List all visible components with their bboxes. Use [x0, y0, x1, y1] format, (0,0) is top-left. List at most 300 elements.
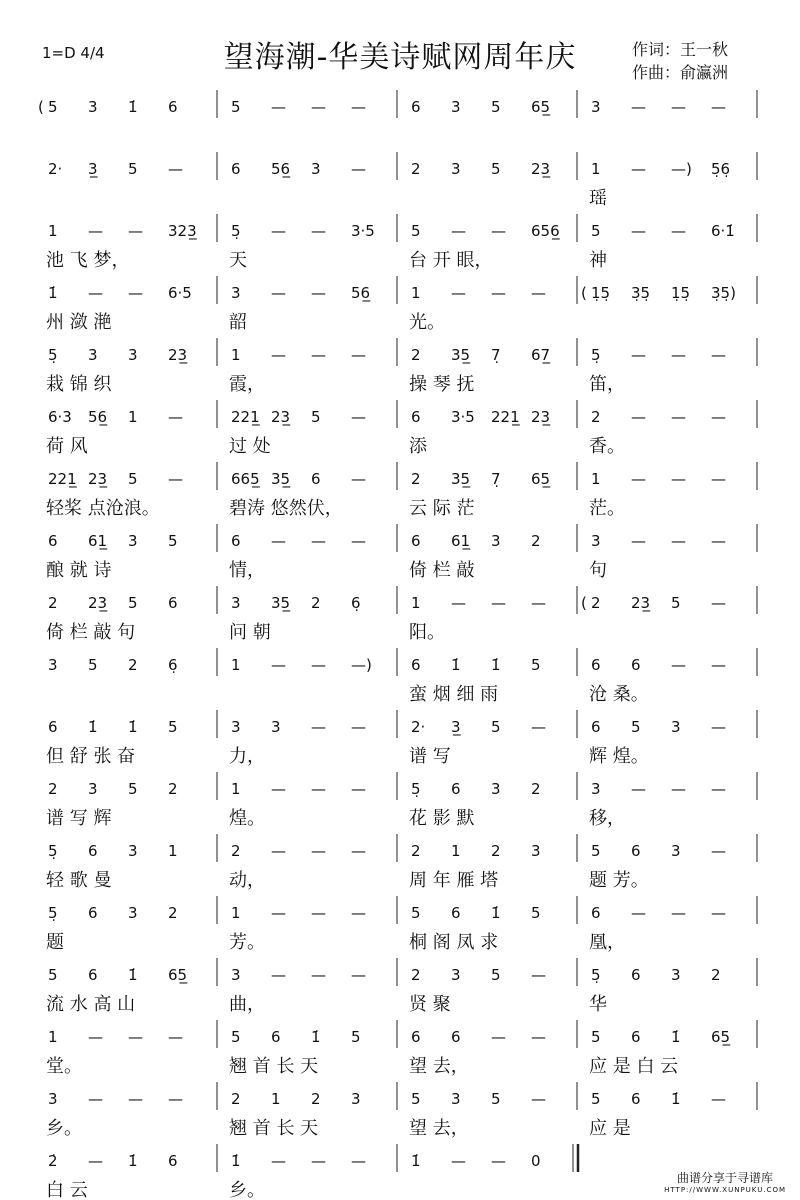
note: 1̇	[128, 966, 138, 984]
note: —	[531, 1028, 546, 1046]
note: 5	[128, 470, 138, 488]
lyric-text: 霞，	[229, 374, 265, 395]
note: 3	[591, 780, 601, 798]
note: 5	[48, 98, 58, 116]
note: 6	[451, 904, 461, 922]
note: 35̲	[271, 594, 291, 612]
note: —	[168, 1028, 183, 1046]
note: —	[491, 1152, 506, 1170]
note: 1̣5̣	[671, 284, 691, 302]
note: 3	[231, 594, 241, 612]
lyric-text: 望 去，	[409, 1056, 469, 1077]
note: 3	[451, 160, 461, 178]
lyric-text: 轻桨 点沧浪。	[46, 498, 160, 519]
note: —	[88, 1090, 103, 1108]
note: —	[491, 284, 506, 302]
note: 61̲	[88, 532, 108, 550]
note: 1̇	[128, 1152, 138, 1170]
note: 5	[48, 966, 58, 984]
song-title: 望海潮-华美诗赋网周年庆	[223, 40, 577, 75]
note: 5	[168, 718, 178, 736]
note: —	[671, 222, 686, 240]
lyric-text: 移，	[589, 808, 625, 829]
watermark-url: HTTP://WWW.XUNPUKU.COM	[664, 1186, 786, 1194]
note: 6	[631, 656, 641, 674]
note: 1	[168, 842, 178, 860]
note: —	[271, 656, 286, 674]
note: 3̣5̣	[631, 284, 651, 302]
lyric-text: 句	[589, 560, 607, 581]
lyric-text: 酿 就 诗	[46, 560, 112, 581]
note: —	[711, 98, 726, 116]
note: 1̇	[411, 1152, 421, 1170]
note: 3	[88, 346, 98, 364]
note: 5	[491, 966, 501, 984]
note: 6	[311, 470, 321, 488]
note: 23̲	[531, 408, 551, 426]
note: 23̲	[88, 470, 108, 488]
note: 3	[451, 1090, 461, 1108]
note: 3	[231, 966, 241, 984]
note: 2	[231, 842, 241, 860]
note: 65̲	[711, 1028, 731, 1046]
note: 7̣	[491, 470, 501, 488]
lyric-text: 阳。	[409, 622, 445, 643]
note: —	[711, 1090, 726, 1108]
note: —	[671, 904, 686, 922]
lyric-text: 光。	[409, 312, 445, 333]
note: —	[631, 222, 646, 240]
note: 6	[631, 966, 641, 984]
note: 5	[631, 718, 641, 736]
note: 3·5	[451, 408, 475, 426]
lyric-text: 韶	[229, 312, 247, 333]
note: 5	[351, 1028, 361, 1046]
lyric-text: 蛮 烟 细 雨	[409, 684, 499, 705]
note: —	[128, 284, 143, 302]
note: —	[128, 1090, 143, 1108]
lyric-text: 操 琴 抚	[409, 374, 475, 395]
note: 2	[411, 966, 421, 984]
note: 61̲	[451, 532, 471, 550]
note: —	[671, 470, 686, 488]
note: 3	[591, 532, 601, 550]
note: 5̣	[48, 346, 58, 364]
note: —	[711, 656, 726, 674]
note: 323̲	[168, 222, 197, 240]
note: —	[631, 408, 646, 426]
composer-credit: 作曲：俞瀛洲	[632, 63, 729, 82]
note: —	[168, 470, 183, 488]
note: 35̲	[451, 470, 471, 488]
lyric-text: 栽 锦 织	[46, 374, 112, 395]
note: 5	[591, 1090, 601, 1108]
note: 6	[88, 966, 98, 984]
note: 1̇	[671, 1028, 681, 1046]
lyric-text: 但 舒 张 奋	[46, 746, 136, 767]
note: 65̲	[531, 98, 551, 116]
note: 5	[128, 780, 138, 798]
note: 3	[231, 718, 241, 736]
lyric-text: 香。	[589, 436, 625, 457]
note: 6	[231, 532, 241, 550]
note: —	[711, 532, 726, 550]
note: 3	[128, 346, 138, 364]
note: —	[271, 780, 286, 798]
note: —	[168, 1090, 183, 1108]
note: —	[631, 532, 646, 550]
note: 6	[48, 532, 58, 550]
note: 3	[88, 98, 98, 116]
note: —	[491, 594, 506, 612]
note: 5	[531, 656, 541, 674]
note: 6	[631, 1028, 641, 1046]
note: 5	[411, 1090, 421, 1108]
note: —	[351, 1152, 366, 1170]
note: —	[168, 160, 183, 178]
note: 1̇	[128, 718, 138, 736]
note: 5	[591, 1028, 601, 1046]
note: 3	[128, 842, 138, 860]
note: —	[711, 408, 726, 426]
watermark	[664, 1169, 786, 1194]
note: 3	[128, 532, 138, 550]
note: 5	[491, 1090, 501, 1108]
note: —	[351, 408, 366, 426]
note: 67̲	[531, 346, 551, 364]
note: 2	[311, 594, 321, 612]
note: 1	[231, 780, 241, 798]
note: 221̲	[491, 408, 520, 426]
lyric-text: 谱 写 辉	[46, 808, 112, 829]
note: —	[128, 1028, 143, 1046]
note: 65̲	[168, 966, 188, 984]
lyric-text: 花 影 默	[409, 808, 475, 829]
lyric-text: 神	[589, 250, 607, 271]
note: —	[311, 904, 326, 922]
note: 656̲	[531, 222, 560, 240]
note: 6	[451, 780, 461, 798]
note: —	[711, 904, 726, 922]
note: —)	[671, 160, 692, 178]
note: —	[711, 470, 726, 488]
note: —	[311, 718, 326, 736]
note: —	[631, 470, 646, 488]
note: 3	[128, 904, 138, 922]
note: —	[351, 718, 366, 736]
note: 2	[491, 842, 501, 860]
note: 5	[491, 718, 501, 736]
note: 5	[591, 842, 601, 860]
note: —	[271, 966, 286, 984]
lyric-text: 瑶	[589, 188, 607, 209]
lyric-text: 乡。	[46, 1118, 82, 1139]
note: 3	[48, 1090, 58, 1108]
note: —	[631, 160, 646, 178]
lyric-text: 堂。	[46, 1056, 82, 1077]
note: 1	[48, 1028, 58, 1046]
note: 5	[231, 1028, 241, 1046]
note: 3	[671, 842, 681, 860]
note: 6	[168, 98, 178, 116]
note: 35̲	[451, 346, 471, 364]
lyric-text: 云 际 茫	[409, 498, 475, 519]
lyric-text: 倚 栏 敲 句	[46, 622, 136, 643]
lyric-text: 茫。	[589, 498, 625, 519]
note: 2	[531, 780, 541, 798]
note: 6	[231, 160, 241, 178]
note: 6	[411, 1028, 421, 1046]
note: —	[531, 718, 546, 736]
note: 7̣	[491, 346, 501, 364]
note: 5̣6̣	[711, 160, 731, 178]
lyric-text: 情，	[229, 560, 265, 581]
note: 1̇	[231, 1152, 241, 1170]
lyric-text: 周 年 雁 塔	[409, 870, 499, 891]
note: 6	[411, 532, 421, 550]
note: —	[711, 780, 726, 798]
note: 6	[411, 408, 421, 426]
note: 23̲	[168, 346, 188, 364]
note: —	[711, 718, 726, 736]
note: 2	[591, 408, 601, 426]
note: —	[311, 780, 326, 798]
note: 5	[591, 222, 601, 240]
note: 1	[128, 408, 138, 426]
note: 2	[48, 594, 58, 612]
note: 23̲	[88, 594, 108, 612]
note: —	[311, 966, 326, 984]
note: 1̣5̣	[591, 284, 611, 302]
lyric-text: 过 处	[229, 436, 271, 457]
note: —	[711, 346, 726, 364]
lyric-text: 沧 桑。	[589, 684, 649, 705]
note: —	[711, 842, 726, 860]
note: 3̣5̣)	[711, 284, 736, 302]
note: —	[88, 284, 103, 302]
note: 56̲	[351, 284, 371, 302]
note: —	[631, 780, 646, 798]
note: 2	[411, 842, 421, 860]
note: 3	[671, 966, 681, 984]
note: 1	[231, 904, 241, 922]
note: 1	[48, 222, 58, 240]
note: 1̇	[491, 904, 501, 922]
note: 5	[128, 160, 138, 178]
note: 6	[168, 594, 178, 612]
lyric-text: 力，	[229, 746, 265, 767]
note: —	[451, 222, 466, 240]
lyric-text: 流 水 高 山	[46, 994, 136, 1015]
note: 221̲	[231, 408, 260, 426]
note: —	[168, 408, 183, 426]
note: —	[128, 222, 143, 240]
note: —	[351, 904, 366, 922]
lyric-text: 题 芳。	[589, 870, 649, 891]
lyric-text: 乡。	[229, 1180, 265, 1200]
note: 5	[88, 656, 98, 674]
lyric-text: 桐 阁 凤 求	[409, 932, 499, 953]
note: —	[271, 346, 286, 364]
note: 65̲	[531, 470, 551, 488]
note: 5̣	[48, 904, 58, 922]
note: 3	[311, 160, 321, 178]
note: 2	[128, 656, 138, 674]
lyric-text: 轻 歌 曼	[46, 870, 112, 891]
note: 5̣	[48, 842, 58, 860]
note: 5	[311, 408, 321, 426]
note: 3	[271, 718, 281, 736]
note: —	[271, 842, 286, 860]
lyric-text: 添	[409, 436, 427, 457]
note: —	[351, 780, 366, 798]
note: —	[531, 966, 546, 984]
note: 6	[271, 1028, 281, 1046]
note: 56̲	[88, 408, 108, 426]
note: —	[351, 98, 366, 116]
note: —	[311, 532, 326, 550]
note: 6	[631, 1090, 641, 1108]
note: 2	[411, 470, 421, 488]
note: —	[671, 532, 686, 550]
note: —	[451, 1152, 466, 1170]
lyric-text: 芳。	[229, 932, 265, 953]
note: 5	[411, 904, 421, 922]
note: 3	[451, 98, 461, 116]
note: 3·5	[351, 222, 375, 240]
note: 2̇	[48, 1152, 58, 1170]
note: 1	[591, 160, 601, 178]
note: 6	[591, 904, 601, 922]
lyric-text: 翘 首 长 天	[229, 1056, 319, 1077]
note: —	[531, 1090, 546, 1108]
note: —	[671, 346, 686, 364]
note: 5	[168, 532, 178, 550]
lyric-text: 州 潋 滟	[46, 312, 112, 333]
note: 1	[451, 842, 461, 860]
note: —	[631, 98, 646, 116]
note: 5̣	[231, 222, 241, 240]
note: 5̣	[591, 966, 601, 984]
note: 3	[591, 98, 601, 116]
note: —	[271, 532, 286, 550]
lyric-text: 白 云	[46, 1180, 88, 1200]
note: 1̇	[671, 1090, 681, 1108]
note: 0	[531, 1152, 541, 1170]
note: 5	[531, 904, 541, 922]
note: 665̲	[231, 470, 260, 488]
note: 2	[48, 780, 58, 798]
note: 2	[531, 532, 541, 550]
note: —	[271, 284, 286, 302]
note: 5	[491, 160, 501, 178]
note: 3	[671, 718, 681, 736]
note: —	[88, 1152, 103, 1170]
note: 23̲	[631, 594, 651, 612]
note: —	[351, 532, 366, 550]
note: 221̲	[48, 470, 77, 488]
note: —	[271, 904, 286, 922]
lyric-text: 问 朝	[229, 622, 271, 643]
note: —	[351, 346, 366, 364]
note: —	[271, 1152, 286, 1170]
note: —	[671, 780, 686, 798]
note: 1	[231, 346, 241, 364]
lyric-text: 贤 聚	[409, 994, 451, 1015]
note: 1	[231, 656, 241, 674]
note: 6·1̇	[711, 222, 735, 240]
note: 5	[128, 594, 138, 612]
note: —	[631, 904, 646, 922]
note: 1	[411, 284, 421, 302]
note: 6	[591, 718, 601, 736]
note: 3	[491, 532, 501, 550]
note: 6̣	[351, 594, 361, 612]
note: —	[351, 966, 366, 984]
note: 1̇	[311, 1028, 321, 1046]
bracket-mark: (	[38, 98, 44, 116]
note: 3̲	[88, 160, 98, 178]
lyric-text: 倚 栏 敲	[409, 560, 475, 581]
note: 2	[591, 594, 601, 612]
lyric-text: 望 去，	[409, 1118, 469, 1139]
note: —	[271, 98, 286, 116]
note: 6·5	[168, 284, 192, 302]
note: 35̲	[271, 470, 291, 488]
note: —	[531, 594, 546, 612]
note: 56̲	[271, 160, 291, 178]
note: —	[311, 284, 326, 302]
note: —)	[351, 656, 372, 674]
lyricist-credit: 作词：王一秋	[632, 40, 729, 59]
note: 2·	[48, 160, 63, 178]
note: 5	[231, 98, 241, 116]
note: 6̣	[168, 656, 178, 674]
note: —	[311, 656, 326, 674]
note: 6	[591, 656, 601, 674]
lyric-text: 台 开 眼，	[409, 250, 493, 271]
note: 5̣	[591, 346, 601, 364]
note: 6	[168, 1152, 178, 1170]
note: —	[491, 1028, 506, 1046]
note: —	[491, 222, 506, 240]
note: —	[351, 470, 366, 488]
note: 1	[271, 1090, 281, 1108]
lyric-text: 凰，	[589, 932, 625, 953]
note: 3	[491, 780, 501, 798]
note: —	[311, 346, 326, 364]
note: —	[311, 98, 326, 116]
note: 3̲	[451, 718, 461, 736]
note: 2	[411, 346, 421, 364]
key-signature: 1=D 4/4	[42, 44, 105, 62]
note: 3	[231, 284, 241, 302]
note: 6·3	[48, 408, 72, 426]
note: 2	[411, 160, 421, 178]
watermark-text: 曲谱分享于寻谱库	[677, 1171, 774, 1185]
note: 3	[48, 656, 58, 674]
note: 1̇	[128, 98, 138, 116]
note: 1	[411, 594, 421, 612]
note: 2	[231, 1090, 241, 1108]
note: —	[711, 594, 726, 612]
bracket-mark: (	[581, 594, 587, 612]
note: 3	[531, 842, 541, 860]
note: 6	[88, 842, 98, 860]
lyric-text: 碧涛 悠然伏，	[229, 498, 343, 519]
lyric-text: 笛，	[589, 374, 625, 395]
note: 6	[411, 98, 421, 116]
